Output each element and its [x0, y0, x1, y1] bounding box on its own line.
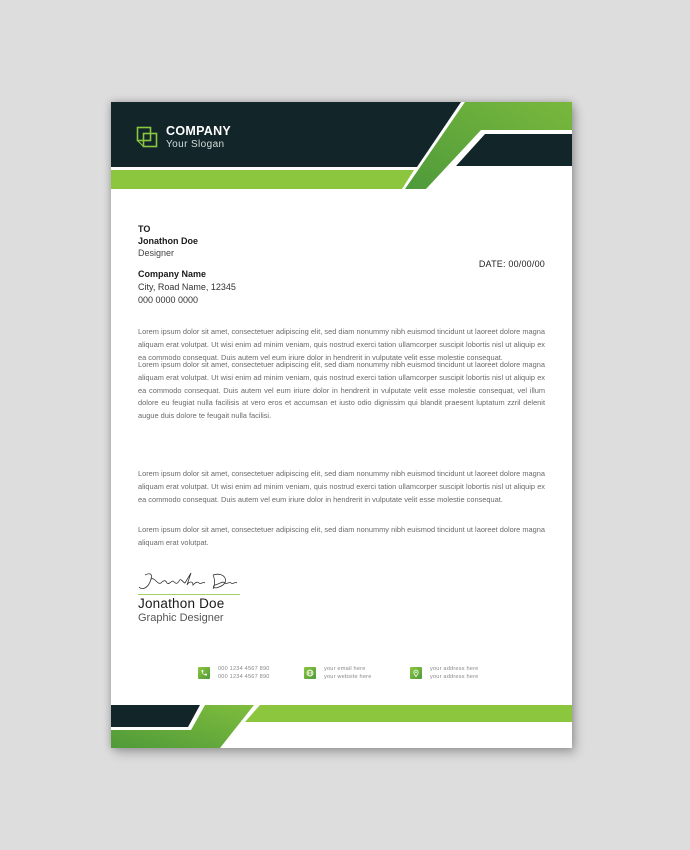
overlapping-squares-icon — [136, 126, 158, 148]
recipient-block — [138, 223, 198, 259]
phone-line-1: 000 1234 4567 890 — [218, 666, 270, 672]
contact-phone — [198, 665, 270, 681]
body-paragraph-2: Lorem ipsum dolor sit amet, consectetuer adipiscing elit, sed diam nonummy nibh euismod tincidunt ut laoreet dolore magna aliquam erat volutpat. Ut wisi enim ad minim veniam, quis nostrud exerci tation ullamcorper suscipit lobortis nisl ut aliquip ex ea commodo consequat. Duis autem vel eum iriure dolor in hendrerit in vulputate velit esse molestie consequat, vel illum dolore eu feugiat nulla facilisis at vero eros et accumsan et iusto odio dignissim qui blandit praesent luptatum zzril delenit augue duis dolore te feugait nulla facilisi. — [138, 360, 545, 421]
company-name: COMPANY — [166, 124, 232, 138]
email-line: your email here — [324, 666, 366, 672]
signer-name: Jonathon Doe — [138, 596, 225, 611]
recipient-role: Designer — [138, 248, 175, 258]
address-line-2: your address here — [430, 674, 479, 680]
globe-icon — [304, 667, 316, 679]
handwritten-signature — [135, 569, 245, 595]
recipient-phone: 000 0000 0000 — [138, 295, 199, 305]
phone-icon — [198, 667, 210, 679]
body-paragraph-3: Lorem ipsum dolor sit amet, consectetuer adipiscing elit, sed diam nonummy nibh euismod tincidunt ut laoreet dolore magna aliquam erat volutpat. Ut wisi enim ad minim veniam, quis nostrud exerci tation ullamcorper suscipit lobortis nisl ut aliquip ex ea commodo consequat. Duis autem vel eum iriure dolor in hendrerit in vulputate velit esse molestie consequat. — [138, 469, 545, 504]
recipient-address: City, Road Name, 12345 — [138, 282, 236, 292]
to-label: TO — [138, 224, 151, 234]
body-paragraph-4: Lorem ipsum dolor sit amet, consectetuer adipiscing elit, sed diam nonummy nibh euismod tincidunt ut laoreet dolore magna aliquam erat volutpat. — [138, 525, 545, 547]
phone-line-2: 000 1234 4567 890 — [218, 674, 270, 680]
letter-date: DATE: 00/00/00 — [478, 259, 545, 269]
address-line-1: your address here — [430, 666, 479, 672]
website-line: your website here — [324, 674, 372, 680]
body-paragraph-1: Lorem ipsum dolor sit amet, consectetuer adipiscing elit, sed diam nonummy nibh euismod tincidunt ut laoreet dolore magna aliquam erat volutpat. Ut wisi enim ad minim veniam, quis nostrud exerci tation ullamcorper suscipit lobortis nisl ut aliquip ex ea commodo consequat. Duis autem vel eum iriure dolor in hendrerit in vulputate velit esse molestie consequat. — [138, 327, 545, 362]
contact-web — [304, 665, 372, 681]
signer-title: Graphic Designer — [138, 612, 224, 624]
letterhead-paper — [111, 102, 572, 748]
signature-divider — [138, 594, 240, 595]
company-slogan: Your Slogan — [166, 138, 225, 150]
contact-address — [410, 665, 479, 681]
recipient-name: Jonathon Doe — [138, 236, 198, 246]
location-pin-icon — [410, 667, 422, 679]
recipient-company-block — [138, 268, 236, 307]
recipient-company-name: Company Name — [138, 269, 207, 279]
footer-decoration — [111, 702, 572, 748]
company-logo — [136, 125, 231, 150]
